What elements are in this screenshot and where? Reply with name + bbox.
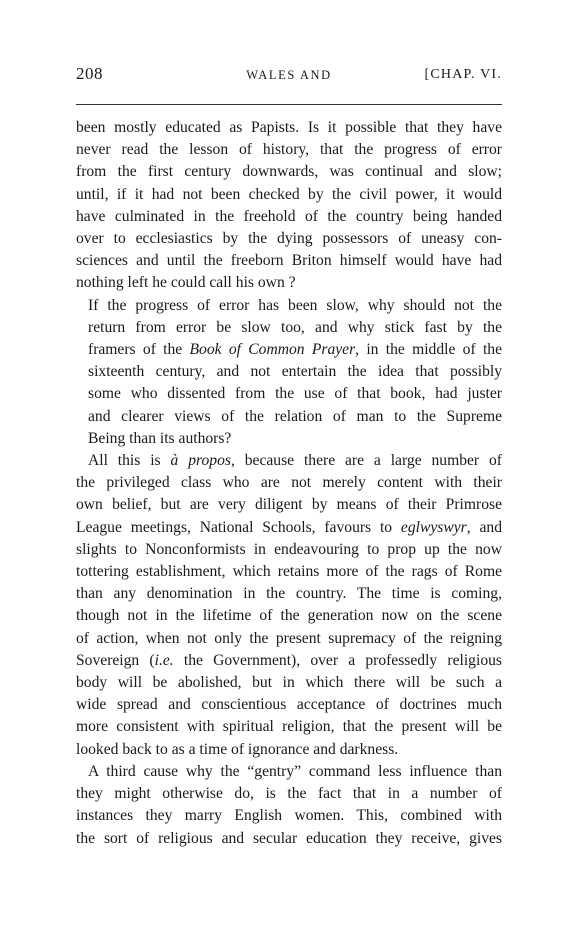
text-line: have culminated in the freehold of the country being handed [76,207,502,225]
paragraph-1 [76,117,502,295]
text-line: never read the lesson of history, that the progress of error [76,141,502,159]
paragraph-3 [76,450,502,761]
text-line: and clearer views of the relation of man to the Supreme [88,407,502,425]
header-rule [76,104,502,105]
text-run: the Government), over a professedly religious [173,651,502,669]
text-line: the sort of religious and secular education they receive, gives [76,829,502,847]
text-line: sciences and until the freeborn Briton himself would have had [76,252,502,270]
text-line: though not in the lifetime of the generation now on the scene [76,607,502,625]
text-run: League meetings, National Schools, favours to [76,518,401,536]
text-line: more consistent with spiritual religion, that the present will be [76,718,502,736]
text-line: slights to Nonconformists in endeavouring to prop up the now [76,540,502,558]
italic-phrase: à propos [170,452,231,470]
text-line: than any denomination in the country. The time is coming, [76,585,502,603]
book-page [76,62,503,847]
text-run: framers of the [88,341,190,359]
italic-abbreviation: i.e. [154,651,174,669]
text-line: been mostly educated as Papists. Is it possible that they have [76,119,502,136]
text-line [76,339,502,361]
text-line: return from error be slow too, and why stick fast by the [88,318,502,336]
text-line: sixteenth century, and not entertain the idea that possibly [88,363,502,381]
text-line: the privileged class who are not merely content with their [76,474,502,492]
text-run: , and [466,518,502,536]
text-run: Sovereign ( [76,651,155,669]
text-line: A third cause why the “gentry” command less influence than [88,762,502,780]
text-line: looked back to as a time of ignorance and darkness. [76,740,399,758]
paragraph-4 [76,761,502,850]
text-run: All this is [88,452,171,470]
text-line: wide spread and conscientious acceptance of doctrines much [76,696,502,714]
chapter-reference: [CHAP. VI. [424,67,502,82]
running-title: WALES AND [246,68,332,82]
text-line: some who dissented from the use of that book, had juster [88,385,502,403]
text-line: tottering establishment, which retains more of the rags of Rome [76,563,502,581]
paragraph-2 [76,295,502,450]
text-line: If the progress of error has been slow, why should not the [88,296,502,314]
text-line: until, if it had not been checked by the civil power, it would [76,185,502,203]
book-title: Book of Common Prayer [189,341,356,359]
text-run: , in the middle of the [355,341,503,359]
text-run: , because there are a large number of [230,452,502,470]
text-line: instances they marry English women. This, combined with [76,807,502,825]
text-line: Being than its authors? [88,429,232,447]
text-line: own belief, but are very diligent by means of their Primrose [76,496,502,514]
running-head [76,62,502,86]
body-text [76,117,502,850]
text-line [76,450,502,472]
welsh-word: eglwyswyr [400,518,467,536]
text-line [76,650,502,672]
text-line: over to ecclesiastics by the dying possessors of uneasy con- [76,230,502,248]
text-line: body will be abolished, but in which there will be such a [76,674,502,692]
text-line: they might otherwise do, is the fact that in a number of [76,785,502,803]
page-number: 208 [76,64,103,83]
text-line: nothing left he could call his own ? [76,274,296,292]
text-line [76,517,502,539]
text-line: from the first century downwards, was continual and slow; [76,163,502,181]
text-line: of action, when not only the present supremacy of the reigning [76,629,502,647]
